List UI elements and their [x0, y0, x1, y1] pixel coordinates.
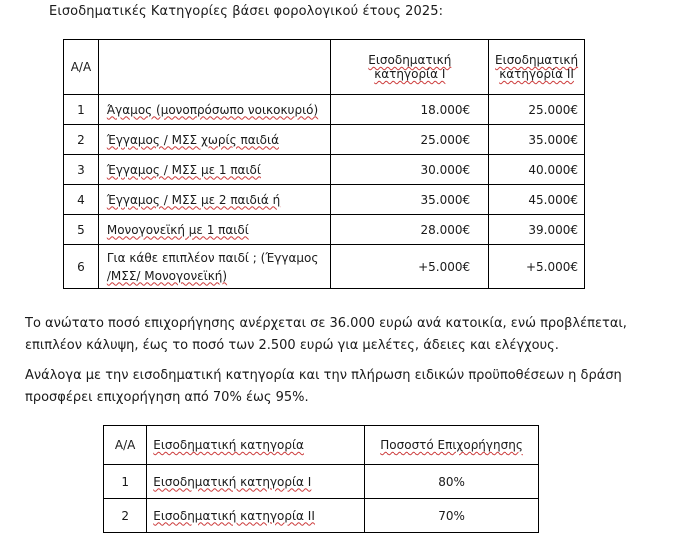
row-aa: 4: [64, 185, 99, 215]
header-category-1: [331, 40, 489, 95]
row-category: Εισοδηματική κατηγορία ΙΙ: [147, 499, 365, 533]
header-category-2-line2: κατηγορία ΙΙ: [499, 67, 574, 81]
row-aa: 3: [64, 155, 99, 185]
row-description: [98, 245, 331, 289]
row-description: Μονογονεϊκή με 1 παιδί: [98, 215, 331, 245]
row-category-2: 40.000€: [489, 155, 585, 185]
row-description-line1: Για κάθε επιπλέον παιδί ; (Έγγαμος: [106, 250, 319, 265]
table-row: [64, 245, 585, 289]
subsidy-percentage-table: [103, 425, 539, 533]
row-category: Εισοδηματική κατηγορία Ι: [147, 465, 365, 499]
paragraph-subsidy-range: Ανάλογα με την εισοδηματική κατηγορία και την πλήρωση ειδικών προϋποθέσεων η δράση προσφέρει επιχορήγηση από 70% έως 95%.: [25, 368, 622, 405]
row-percentage: 80%: [365, 465, 539, 499]
header-category-1-line1: Εισοδηματική: [368, 53, 452, 67]
row-description: Έγγαμος / ΜΣΣ με 2 παιδιά ή: [98, 185, 331, 215]
row-description-line2: /ΜΣΣ/ Μονογονεϊκή): [106, 268, 228, 283]
row-aa: 5: [64, 215, 99, 245]
table-header-row: [64, 40, 585, 95]
table-row: [64, 185, 585, 215]
page-heading: Εισοδηματικές Κατηγορίες βάσει φορολογικού έτους 2025:: [49, 4, 444, 19]
table-row: [64, 125, 585, 155]
header-category-2: [489, 40, 585, 95]
row-category-1: 28.000€: [331, 215, 489, 245]
table-row: [64, 155, 585, 185]
row-category-2: 45.000€: [489, 185, 585, 215]
row-category-1: 18.000€: [331, 95, 489, 125]
row-category-1: +5.000€: [331, 245, 489, 289]
table-header-row: [104, 426, 539, 465]
row-category-1: 25.000€: [331, 125, 489, 155]
row-category-2: +5.000€: [489, 245, 585, 289]
header-aa: Α/Α: [104, 426, 147, 465]
row-category-2: 25.000€: [489, 95, 585, 125]
row-description: Έγγαμος / ΜΣΣ με 1 παιδί: [98, 155, 331, 185]
row-percentage: 70%: [365, 499, 539, 533]
income-categories-table: [63, 39, 585, 289]
paragraph-max-subsidy: Το ανώτατο ποσό επιχορήγησης ανέρχεται σε 36.000 ευρώ ανά κατοικία, ενώ προβλέπεται, επιπλέον κάλυψη, έως το ποσό των 2.500 ευρώ για μελέτες, άδειες και ελέγχους.: [25, 316, 627, 353]
row-aa: 6: [64, 245, 99, 289]
row-category-1: 35.000€: [331, 185, 489, 215]
header-category: Εισοδηματική κατηγορία: [147, 426, 365, 465]
row-category-2: 39.000€: [489, 215, 585, 245]
table-row: [64, 95, 585, 125]
row-aa: 2: [104, 499, 147, 533]
table-row: [64, 215, 585, 245]
row-aa: 1: [64, 95, 99, 125]
header-category-2-line1: Εισοδηματική: [495, 53, 579, 67]
row-aa: 1: [104, 465, 147, 499]
header-percentage: Ποσοστό Επιχορήγησης: [365, 426, 539, 465]
header-category-1-line2: κατηγορία Ι: [374, 67, 446, 81]
header-aa: Α/Α: [64, 40, 99, 95]
row-description: Έγγαμος / ΜΣΣ χωρίς παιδιά: [98, 125, 331, 155]
row-category-1: 30.000€: [331, 155, 489, 185]
table-row: [104, 499, 539, 533]
header-description: [98, 40, 331, 95]
row-description: Άγαμος (μονοπρόσωπο νοικοκυριό): [98, 95, 331, 125]
row-aa: 2: [64, 125, 99, 155]
row-category-2: 35.000€: [489, 125, 585, 155]
table-row: [104, 465, 539, 499]
